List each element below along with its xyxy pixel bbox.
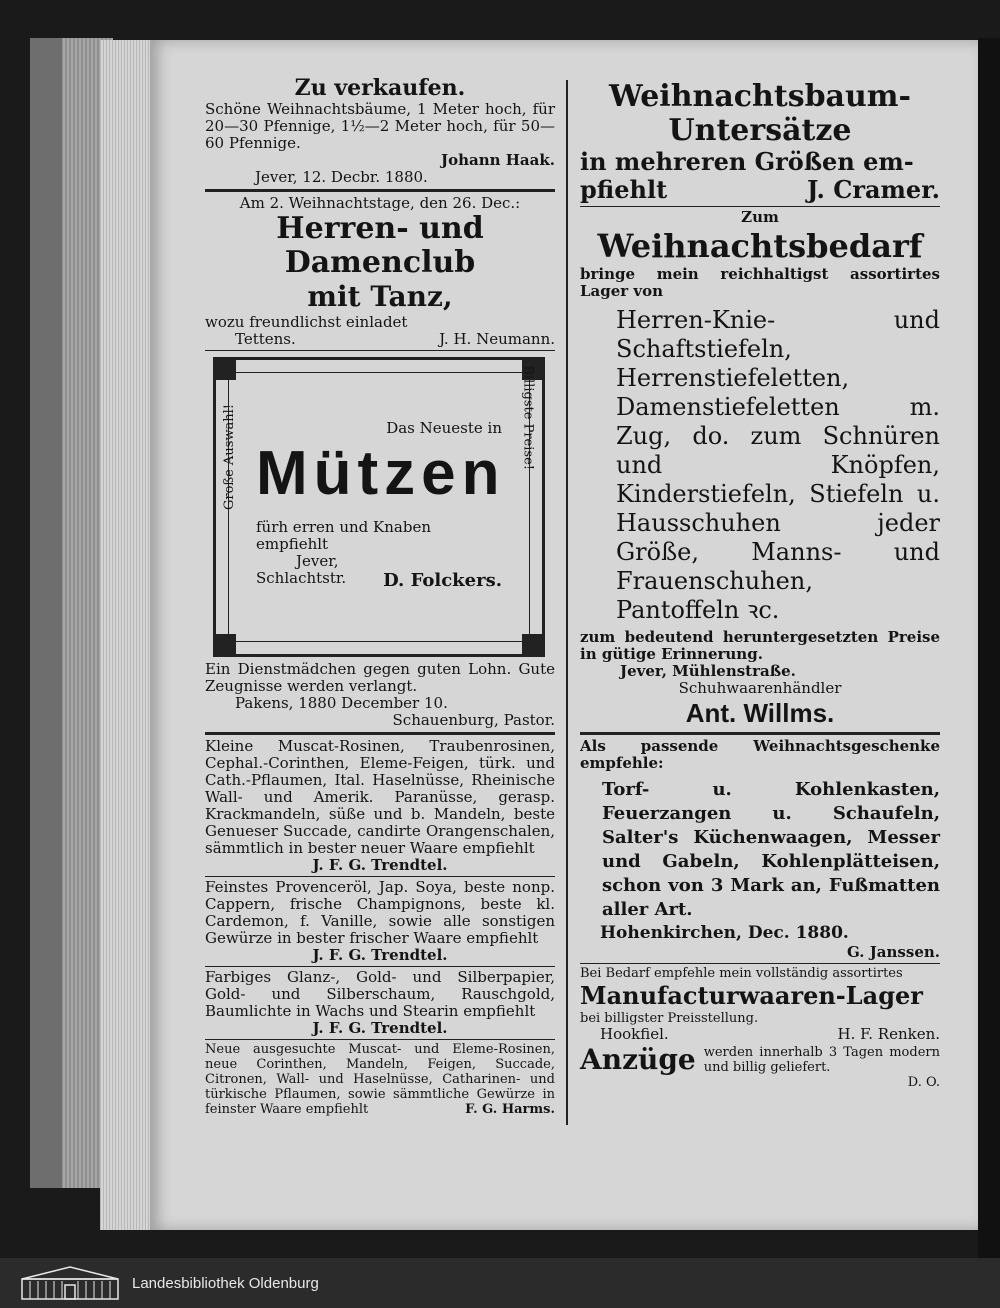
ad-signature: Johann Haak.: [441, 151, 555, 169]
ad-line: pfiehlt: [580, 175, 668, 204]
ad-rosinen: [205, 738, 555, 874]
ad-body: werden innerhalb 3 Tagen modern und billig geliefert.: [703, 1045, 940, 1075]
ad-side-text-right: Billigste Preise!: [521, 365, 536, 470]
ad-headline: Anzüge: [580, 1043, 696, 1076]
ad-street: Schlachtstr.: [256, 569, 347, 587]
ad-title: Weihnachtsbaum-: [608, 79, 912, 114]
left-column: [205, 75, 555, 1117]
ad-place-date: Pakens, 1880 December 10.: [235, 694, 448, 712]
ad-signature: J. F. G. Trendtel.: [312, 946, 448, 964]
ad-muetzen-frame: [213, 357, 545, 657]
footer-label: Landesbibliothek Oldenburg: [132, 1274, 319, 1292]
library-building-icon: [20, 1265, 120, 1301]
ad-signature: H. F. Renken.: [837, 1025, 940, 1043]
ad-intro: Bei Bedarf empfehle mein vollständig assortirtes: [580, 966, 903, 981]
divider: [205, 350, 555, 351]
ad-dienstmaedchen: [205, 661, 555, 729]
ad-body: Farbiges Glanz-, Gold- und Silberpapier, Gold- und Silberschaum, Rauschgold, Baumlichte in Wachs und Stearin empfiehlt: [205, 968, 555, 1020]
ad-items: Herren-Knie- und Schaftstiefeln, Herrenstiefeletten, Damenstiefeletten m. Zug, do. zum Schnüren und Knöpfen, Kinderstiefeln, Stiefeln u. Hausschuhen jeder Größe, Manns- und Frauenschuhen, Pantoffeln ꝛc.: [616, 306, 940, 624]
ad-intro: Am 2. Weihnachtstage, den 26. Dec.:: [239, 194, 521, 212]
ad-renken: [580, 966, 940, 1043]
ad-body: Ein Dienstmädchen gegen guten Lohn. Gute Zeugnisse werden verlangt.: [205, 660, 555, 695]
frame-corner: [216, 360, 236, 380]
book-cover-edge: [30, 38, 62, 1188]
right-scan-edge: [978, 38, 1000, 1258]
ad-zum: Zum: [741, 208, 779, 226]
ad-place-date: Jever, 12. Decbr. 1880.: [255, 168, 428, 186]
right-column: [580, 80, 940, 1090]
ad-intro: bringe mein reichhaltigst assortirtes Lager von: [580, 265, 940, 300]
ad-signature: D. Folckers.: [383, 570, 502, 591]
divider: [580, 963, 940, 964]
divider: [205, 1039, 555, 1040]
frame-corner: [216, 634, 236, 654]
ad-anzuege: [580, 1043, 940, 1090]
ad-intro: Als passende Weihnachtsgeschenke empfehle:: [580, 737, 940, 772]
ad-body: Feinstes Provenceröl, Jap. Soya, beste nonp. Cappern, frische Champignons, beste kl. Cardemon, f. Vanille, sowie alle sonstigen Gewürze in bester frischer Waare empfiehlt: [205, 878, 555, 947]
frame-corner: [522, 634, 542, 654]
ad-harms: [205, 1042, 555, 1117]
ad-place: Tettens.: [235, 330, 296, 348]
ad-weihnachtsbaeume: [205, 75, 555, 186]
ad-signature: D. O.: [907, 1075, 940, 1090]
ad-items: Torf- u. Kohlenkasten, Feuerzangen u. Schaufeln, Salter's Küchenwaagen, Messer und Gabeln, Kohlenplätteisen, schon von 3 Mark an, Fußmatten aller Art.: [602, 779, 940, 920]
ad-provenceroel: [205, 879, 555, 964]
ad-place: Hookfiel.: [600, 1025, 669, 1043]
ad-signature: J. F. G. Trendtel.: [312, 1019, 448, 1037]
ad-sub: bei billigster Preisstellung.: [580, 1011, 759, 1026]
ad-invite: wozu freundlichst einladet: [205, 313, 408, 331]
ad-cramer: [580, 80, 940, 204]
ad-sub: fürh erren und Knaben empfiehlt: [256, 518, 431, 553]
ad-title: Manufacturwaaren-Lager: [580, 981, 923, 1010]
ad-line: in mehreren Größen em-: [580, 147, 914, 176]
divider: [580, 206, 940, 207]
divider: [205, 189, 555, 192]
ad-role: Schuhwaarenhändler: [678, 679, 842, 697]
ad-body: Neue ausgesuchte Muscat- und Eleme-Rosinen, neue Corinthen, Mandeln, Feigen, Succade, Citronen, Wall- und Haselnüsse, Catharinen- und türkische Pflaumen, sowie sämmtliche Gewürze in feinster Waare empfiehlt: [205, 1042, 555, 1117]
ad-subtitle: mit Tanz,: [307, 280, 453, 313]
ad-weihnachtsbedarf: [580, 209, 940, 729]
ad-body: Kleine Muscat-Rosinen, Traubenrosinen, Cephal.-Corinthen, Eleme-Feigen, türk. und Cath.-Pflaumen, Ital. Haselnüsse, Rheinische Wall- und Amerik. Paranüsse, gerasp. Krackmandeln, süße und b. Mandeln, beste Genueser Succade, candirte Orangenschalen, sämmtlich in bester neuer Waare empfiehlt: [205, 737, 555, 857]
ad-herrenclub: [205, 195, 555, 348]
ad-signature: G. Janssen.: [846, 943, 940, 961]
ad-signature: F. G. Harms.: [465, 1102, 555, 1117]
ad-janssen: [580, 738, 940, 961]
ad-place: Jever,: [296, 552, 339, 570]
divider: [205, 966, 555, 967]
ad-signature: Ant. Willms.: [685, 698, 835, 728]
ad-body: Schöne Weihnachtsbäume, 1 Meter hoch, für 20—30 Pfennige, 1½—2 Meter hoch, für 50—60 Pfennige.: [205, 100, 555, 152]
ad-headline: Mützen: [256, 439, 506, 508]
ad-signature: J. H. Neumann.: [439, 330, 555, 348]
ad-place: Jever, Mühlenstraße.: [620, 662, 796, 680]
column-divider: [566, 80, 568, 1125]
ad-title-2: Untersätze: [668, 113, 852, 148]
ad-side-text-left: Große Auswahl!: [222, 404, 237, 510]
ad-signature: Schauenburg, Pastor.: [392, 711, 555, 729]
ad-outro: zum bedeutend heruntergesetzten Preise in gütige Erinnerung.: [580, 628, 940, 663]
ad-title: Herren- und Damenclub: [276, 211, 484, 280]
divider: [205, 732, 555, 735]
ad-signature: J. Cramer.: [807, 175, 940, 204]
ad-top-line: Das Neueste in: [386, 419, 502, 437]
ad-signature: J. F. G. Trendtel.: [312, 856, 448, 874]
divider: [580, 732, 940, 735]
footer-bar: [0, 1258, 1000, 1308]
divider: [205, 876, 555, 877]
ad-place-date: Hohenkirchen, Dec. 1880.: [600, 923, 849, 943]
ad-title: Weihnachtsbedarf: [597, 227, 923, 265]
ad-glanzpapier: [205, 969, 555, 1037]
ad-title: Zu verkaufen.: [294, 75, 466, 101]
